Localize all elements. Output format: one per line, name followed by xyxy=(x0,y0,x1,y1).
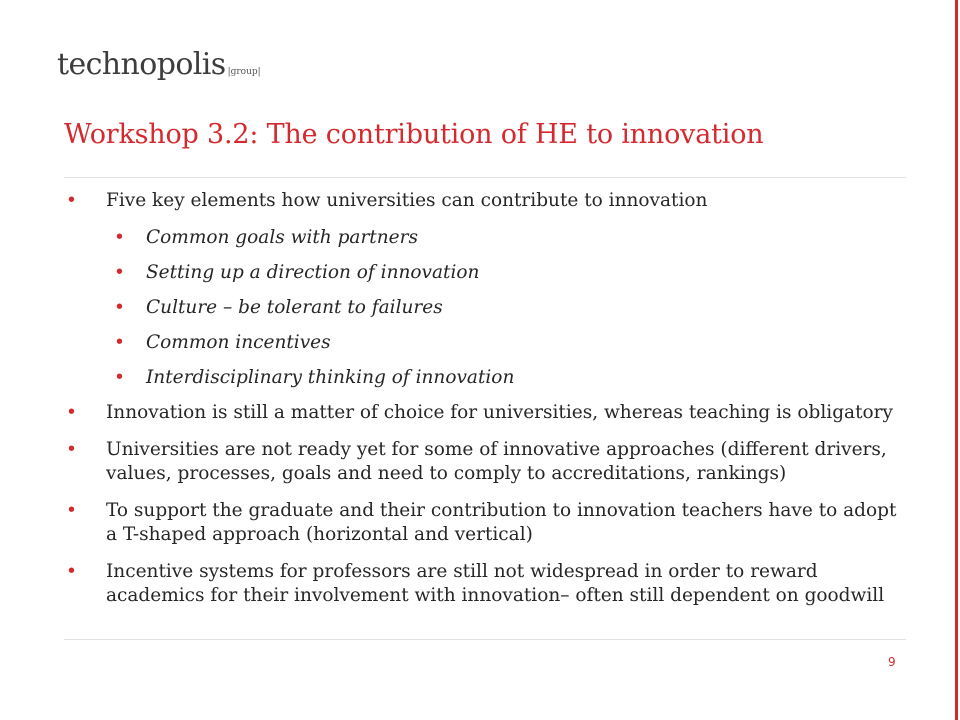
bullet-dot: • xyxy=(114,332,125,353)
bullet-text: Five key elements how universities can contribute to innovation xyxy=(106,190,708,211)
bullet-text: Common goals with partners xyxy=(146,227,418,248)
bullet-dot: • xyxy=(66,439,77,460)
page-number: 9 xyxy=(888,655,896,669)
bullet-dot: • xyxy=(114,262,125,283)
slide-title: Workshop 3.2: The contribution of HE to innovation xyxy=(64,119,764,150)
sub-bullet-item xyxy=(62,296,912,320)
bullet-dot: • xyxy=(114,367,125,388)
bullet-text: To support the graduate and their contribution to innovation teachers have to adopt a T-shaped approach (horizontal and vertical) xyxy=(106,500,897,545)
bullet-text: Universities are not ready yet for some of innovative approaches (different drivers, values, processes, goals and need to comply to accreditations, rankings) xyxy=(106,439,887,484)
bullet-item xyxy=(62,560,912,608)
bullet-dot: • xyxy=(114,297,125,318)
bullet-dot: • xyxy=(66,561,77,582)
technopolis-logo xyxy=(57,47,261,82)
bullet-dot: • xyxy=(66,190,77,211)
bullet-text: Incentive systems for professors are still not widespread in order to reward academics for their involvement with innovation– often still dependent on goodwill xyxy=(106,561,885,606)
bullet-text: Innovation is still a matter of choice for universities, whereas teaching is obligatory xyxy=(106,402,893,423)
logo-wordmark: technopolis xyxy=(57,47,226,82)
bullet-item xyxy=(62,401,912,425)
sub-bullet-item xyxy=(62,366,912,390)
bullet-text: Culture – be tolerant to failures xyxy=(146,297,443,318)
bullet-dot: • xyxy=(66,500,77,521)
bullet-text: Common incentives xyxy=(146,332,331,353)
bullet-item xyxy=(62,189,912,213)
bullet-list xyxy=(62,189,912,621)
bullet-text: Setting up a direction of innovation xyxy=(146,262,480,283)
sub-bullet-item xyxy=(62,226,912,250)
logo-group-label: |group| xyxy=(227,67,261,77)
sub-bullet-item xyxy=(62,331,912,355)
bullet-dot: • xyxy=(66,402,77,423)
sub-bullet-item xyxy=(62,261,912,285)
title-divider xyxy=(64,177,906,178)
bullet-item xyxy=(62,499,912,547)
footer-divider xyxy=(64,639,906,640)
bullet-dot: • xyxy=(114,227,125,248)
slide-edge-rule xyxy=(955,0,958,720)
bullet-text: Interdisciplinary thinking of innovation xyxy=(146,367,515,388)
bullet-item xyxy=(62,438,912,486)
